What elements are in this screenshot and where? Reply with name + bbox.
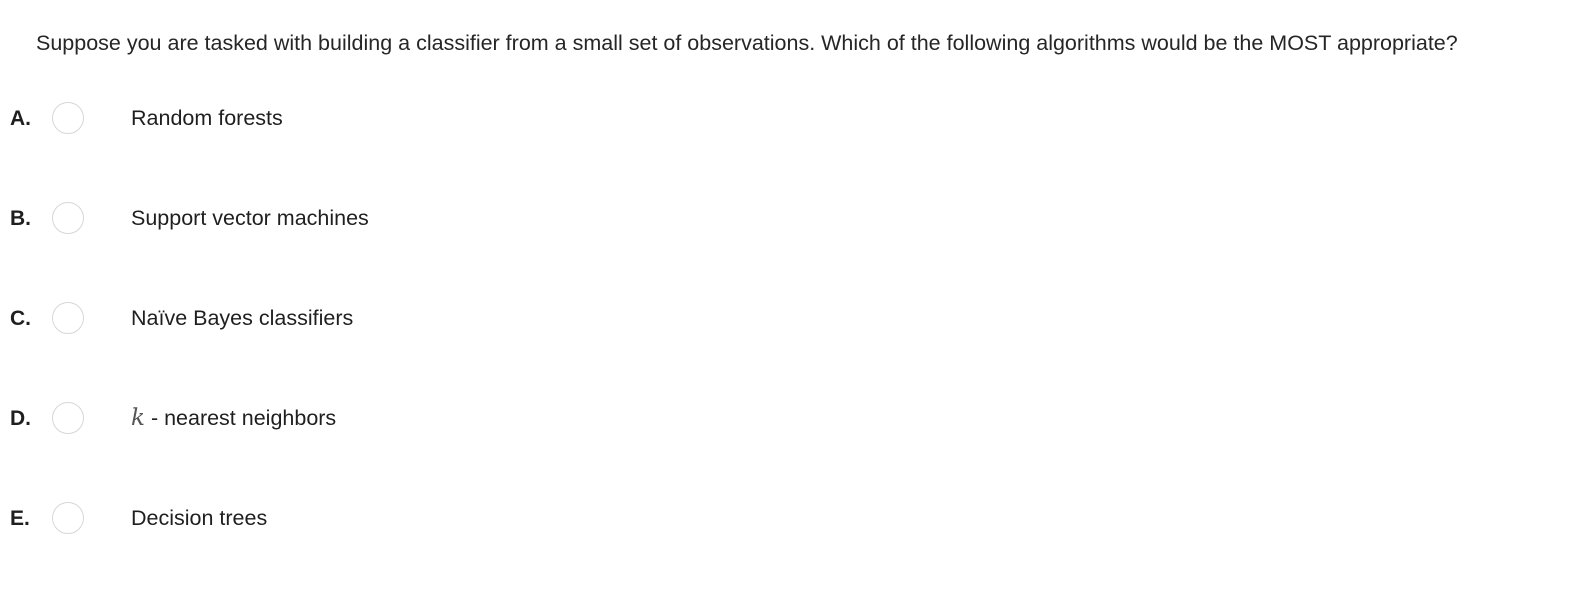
option-c-label[interactable]: Naïve Bayes classifiers [131, 306, 354, 330]
math-variable-k: k [131, 405, 145, 431]
option-c-radio[interactable] [52, 302, 84, 334]
option-letter: A. [10, 107, 31, 130]
option-b-radio[interactable] [52, 202, 84, 234]
option-e[interactable] [0, 502, 900, 542]
option-d-label[interactable] [131, 403, 336, 433]
option-b-label[interactable]: Support vector machines [131, 206, 369, 230]
option-a[interactable] [0, 102, 900, 142]
option-d-radio[interactable] [52, 402, 84, 434]
option-a-radio[interactable] [52, 102, 84, 134]
option-d[interactable] [0, 402, 900, 442]
option-letter: B. [10, 207, 31, 230]
option-e-label[interactable]: Decision trees [131, 506, 268, 530]
option-c[interactable] [0, 302, 900, 342]
option-d-text: - nearest neighbors [150, 406, 337, 430]
option-letter: E. [10, 507, 30, 530]
option-b[interactable] [0, 202, 900, 242]
question-text: Suppose you are tasked with building a classifier from a small set of observations. Which of the following algorithms would be the MOST appropriate? [36, 31, 1458, 55]
option-e-radio[interactable] [52, 502, 84, 534]
option-letter: D. [10, 407, 31, 430]
option-a-label[interactable]: Random forests [131, 106, 283, 130]
option-letter: C. [10, 307, 31, 330]
